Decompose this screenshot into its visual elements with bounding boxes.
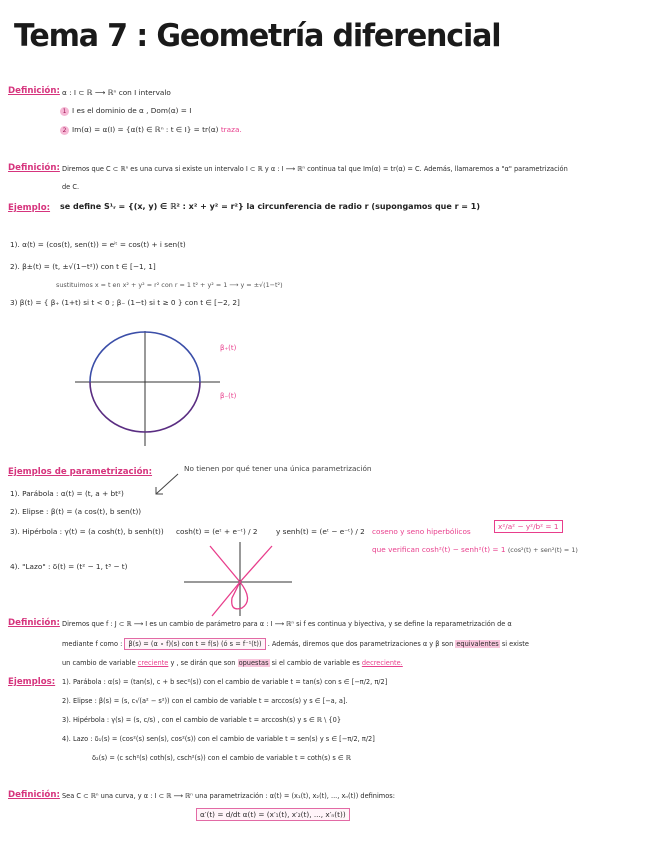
def3-line3: un cambio de variable creciente y , se dirán que son opuestas si el cambio de variable es decreciente. [62, 659, 403, 667]
beta-plus-label: β₊(t) [220, 344, 237, 352]
ejemplos-2: 2). Elipse : β(s) = (s, c√(a² − s²)) con el cambio de variable t = arccos(s) y s ∈ [−a, a]. [62, 697, 348, 705]
ejemplo-2-sub: sustituimos x = t en x² + y² = r² con r = 1 t² + y² = 1 ⟶ y = ±√(1−t²) [56, 281, 283, 289]
page-title: Tema 7 : Geometría diferencial [14, 18, 501, 54]
param-note: No tienen por qué tener una única parametrización [184, 464, 372, 473]
param-3-box: x²/a² − y²/b² = 1 [494, 520, 563, 533]
lazo-figure [180, 540, 300, 620]
def4-label: Definición: [8, 790, 60, 800]
param-3: 3). Hipérbola : γ(t) = (a cosh(t), b senh(t)) [10, 527, 164, 536]
param-4: 4). "Lazo" : δ(t) = (t² − 1, t³ − t) [10, 562, 128, 571]
ejemplos-1: 1). Parábola : α(s) = (tan(s), c + b sec²(s)) con el cambio de variable t = tan(s) con s ∈ [−π/2, π/2] [62, 678, 388, 686]
def1-label: Definición: [8, 86, 60, 96]
reparam-box: β(s) = (α ∘ f)(s) con t = f(s) (ó s = f⁻¹(t)) [124, 638, 265, 650]
def1-item2: 2 Im(α) = α(I) = {α(t) ∈ ℝⁿ : t ∈ I} = tr(α) traza. [60, 125, 242, 135]
ejemplos-label: Ejemplos: [8, 677, 56, 687]
number-1-icon: 1 [60, 107, 69, 116]
ejemplo-label: Ejemplo: [8, 203, 51, 213]
circle-figure [60, 326, 260, 456]
param-3-verif: que verifican cosh²(t) − senh²(t) = 1 (cos²(t) + sen²(t) = 1) [372, 545, 578, 554]
param-2: 2). Elipse : β(t) = (a cos(t), b sen(t)) [10, 507, 142, 516]
param-3-cosh: cosh(t) = (eᵗ + e⁻ᵗ) / 2 [176, 527, 258, 536]
param-3-desc: coseno y seno hiperbólicos [372, 527, 471, 536]
ejemplos-5: δ₂(s) = (c sch²(s) coth(s), csch²(s)) con el cambio de variable t = coth(s) s ∈ ℝ [92, 754, 351, 762]
ejemplo-1: 1). α(t) = (cos(t), sen(t)) = eⁱᵗ = cos(t) + i sen(t) [10, 240, 186, 249]
def3-line1: Diremos que f : J ⊂ ℝ ⟶ I es un cambio de parámetro para α : I ⟶ ℝⁿ si f es continua y biyectiva, y se define la reparametrización de α [62, 620, 512, 628]
def1-main: α : I ⊂ ℝ ⟶ ℝⁿ con I intervalo [62, 88, 171, 97]
number-2-icon: 2 [60, 126, 69, 135]
derivative-box: α′(t) = d/dt α(t) = (x′₁(t), x′₂(t), ..., x′ₙ(t)) [196, 808, 350, 821]
note-arrow [148, 470, 188, 500]
def4-text: Sea C ⊂ ℝⁿ una curva, y α : I ⊂ ℝ ⟶ ℝⁿ una parametrización : α(t) = (x₁(t), x₂(t), ..., xₙ(t)) definimos: [62, 792, 395, 800]
def3-label: Definición: [8, 618, 60, 628]
param-3-senh: y senh(t) = (eᵗ − e⁻ᵗ) / 2 [276, 527, 365, 536]
lazo-curve [210, 546, 272, 609]
equiv-highlight: equivalentes [456, 640, 499, 648]
def3-line2: mediante f como : β(s) = (α ∘ f)(s) con t = f(s) (ó s = f⁻¹(t)) . Además, diremos que dos parametrizaciones α y β son equivalentes si existe [62, 640, 529, 648]
traza-tag: traza. [220, 125, 242, 134]
param-1: 1). Parábola : α(t) = (t, a + bt²) [10, 489, 124, 498]
ejemplo-text: se define S¹ᵣ = {(x, y) ∈ ℝ² : x² + y² = r²} la circunferencia de radio r (supongamos que r = 1) [60, 202, 481, 211]
ejemplos-3: 3). Hipérbola : γ(s) = (s, c/s) , con el cambio de variable t = arccosh(s) y s ∈ ℝ \ {0} [62, 716, 342, 724]
def2-line2: de C. [62, 183, 80, 191]
beta-minus-label: β₋(t) [220, 392, 237, 400]
ejemplo-2: 2). β±(t) = (t, ±√(1−t²)) con t ∈ [−1, 1] [10, 262, 156, 271]
ejemplos-4: 4). Lazo : δ₁(s) = (cos²(s) sen(s), cos²(s)) con el cambio de variable t = sen(s) y s ∈ [−π/2, π/2] [62, 735, 375, 743]
ejemplo-3: 3) β(t) = { β₊ (1+t) si t < 0 ; β₋ (1−t) si t ≥ 0 } con t ∈ [−2, 2] [10, 298, 240, 307]
param-label: Ejemplos de parametrización: [8, 467, 153, 477]
def1-item1: 1 I es el dominio de α , Dom(α) = I [60, 106, 191, 116]
def2-label: Definición: [8, 163, 60, 173]
def2-line1: Diremos que C ⊂ ℝⁿ es una curva si existe un intervalo I ⊂ ℝ y α : I ⟶ ℝⁿ continua tal que Im(α) = tr(α) = C. Además, llamaremos a "α" parametrización [62, 165, 568, 173]
